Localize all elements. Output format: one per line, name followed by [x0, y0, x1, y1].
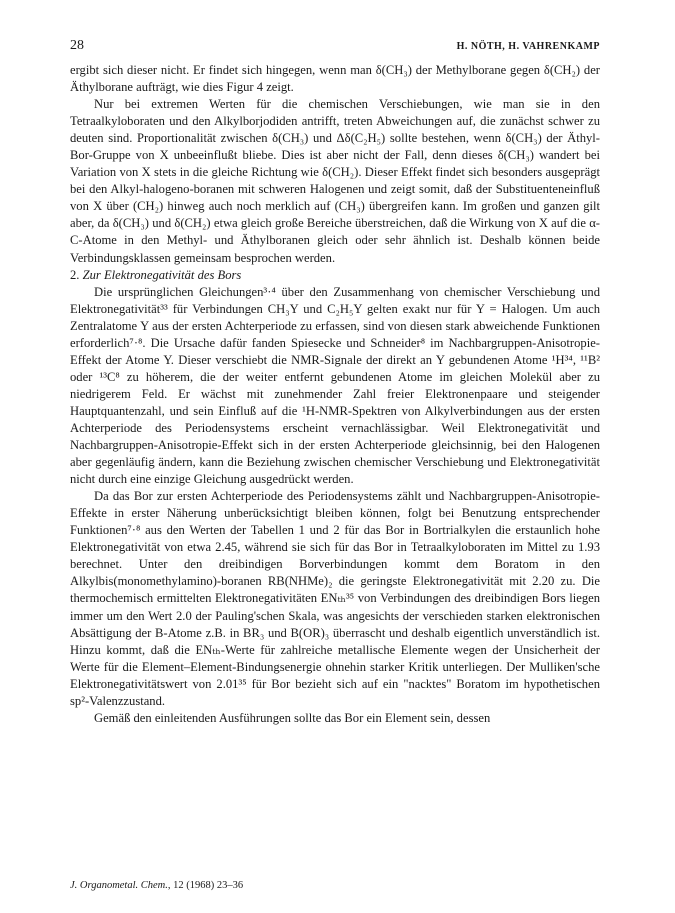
paragraph: Gemäß den einleitenden Ausführungen sollte das Bor ein Element sein, dessen [94, 710, 491, 725]
paragraph: Da das Bor zur ersten Achterperiode des Periodensystems zählt und Nachbargruppen-Anisotropie-Effekte in erster Näherung unberücksichtigt bleiben können, folgt bei Benutzung entsprechender Funktionen⁷·⁸ aus den Werten der Tabellen 1 und 2 für das Bor in Bortrialkylen die erstaunlich hohe Elektronegativität von etwa 2.45, während sie sich für das Bor in Tetraalkyloboraten im Mittel zu 1.93 berechnet. Unter den dreibindigen Borverbindungen kommt dem Boratom in den Alkylbis(monomethylamino)-boranen RB(NHMe)₂ die geringste Elektronegativität mit 2.20 zu. Die thermochemisch ermittelten Elektronegativitäten ENₜₕ³⁵ von Verbindungen des dreibindigen Bors liegen immer um den Wert 2.0 der Pauling'schen Skala, was angesichts der verschieden starken elektronischen Absättigung der B-Atome z.B. in BR₃ und B(OR)₃ überrascht und deshalb eigentlich unverständlich ist. Hinzu kommt, daß die ENₜₕ-Werte für zahlreiche metallische Elemente wegen der Unsicherheit der Werte für die Element–Element-Bindungsenergie ohnehin starker Kritik unterliegen. Der Mulliken'sche Elektronegativitätswert von 2.01³⁵ für Bor bezieht sich auf ein "nacktes" Boratom im hypothetischen sp²-Valenzzustand. [70, 489, 600, 708]
paragraph: Nur bei extremen Werten für die chemischen Verschiebungen, wie man sie in den Tetraalkyloboraten und den Alkylborjodiden antrifft, treten Abweichungen auf, die zunächst schwer zu deuten sind. Proportionalität zwischen δ(CH₃) und Δδ(C₂H₅) sollte bestehen, wenn δ(CH₃) der Äthyl-Bor-Gruppe von X unbeeinflußt bliebe. Dies ist aber nicht der Fall, denn dieses δ(CH₃) wandert bei Variation von X stets in die gleiche Richtung wie δ(CH₂). Dieser Effekt findet sich besonders ausgeprägt bei den Alkyl-halogeno-boranen mit schweren Halogenen und zeigt somit, daß der Substituenteneinfluß von X über (CH₂) hinweg auch noch merklich auf (CH₃) übergreifen kann. Im großen und ganzen gilt aber, da δ(CH₃) und δ(CH₂) etwa gleich große Bereiche überstreichen, daß die Wirkung von X auf die α-C-Atome in den Methyl- und Äthylboranen gleich oder sehr ähnlich ist. Deshalb können beide Verbindungsklassen gemeinsam besprochen werden. [70, 97, 600, 265]
page-header [70, 38, 600, 54]
section-title: Zur Elektronegativität des Bors [82, 267, 242, 282]
journal-citation: , 12 (1968) 23–36 [167, 880, 244, 891]
paragraph: Die ursprünglichen Gleichungen³·⁴ über den Zusammenhang von chemischer Verschiebung und Elektronegativität³³ für Verbindungen CH₃Y und C₂H₅Y gelten exakt nur für Y = Halogen. Um auch Zentralatome Y aus der ersten Achterperiode zu erfassen, sind von diesen stark abweichende Funktionen erforderlich⁷·⁸. Die Ursache dafür fanden Spiesecke und Schneider⁸ im Nachbargruppen-Anisotropie-Effekt der Atome Y. Dieser verschiebt die NMR-Signale der direkt an Y gebundenen Atome ¹H³⁴, ¹¹B² oder ¹³C⁸ zu höherem, die der weiter entfernt gebundenen Atome im gleichen Molekül aber zu niedrigerem Feld. Er wächst mit zunehmender Zahl freier Elektronenpaare und steigender Hauptquantenzahl, und sein Einfluß auf die ¹H-NMR-Spektren von Alkylverbindungen aus der ersten Achterperiode des Periodensystems erscheint vernachlässigbar. Weil Elektronegativität und Nachbargruppen-Anisotropie-Effekt sich in der ersten Achterperiode gleichsinnig, bei den Halogenen aber gegenläufig ändern, kann die Beziehung zwischen chemischer Verschiebung und Elektronegativität nicht durch eine einzige Gleichung ausgedrückt werden. [70, 284, 600, 487]
page-footer [70, 880, 243, 891]
page-number: 28 [70, 38, 84, 53]
journal-name: J. Organometal. Chem. [70, 880, 168, 891]
section-number: 2. [70, 267, 80, 282]
running-head-authors: H. NÖTH, H. VAHRENKAMP [456, 41, 600, 52]
section-heading [70, 267, 600, 284]
paragraph: ergibt sich dieser nicht. Er findet sich hingegen, wenn man δ(CH₃) der Methylborane gegen δ(CH₂) der Äthylborane aufträgt, wie dies Figur 4 zeigt. [70, 63, 600, 95]
body-text [70, 62, 600, 727]
